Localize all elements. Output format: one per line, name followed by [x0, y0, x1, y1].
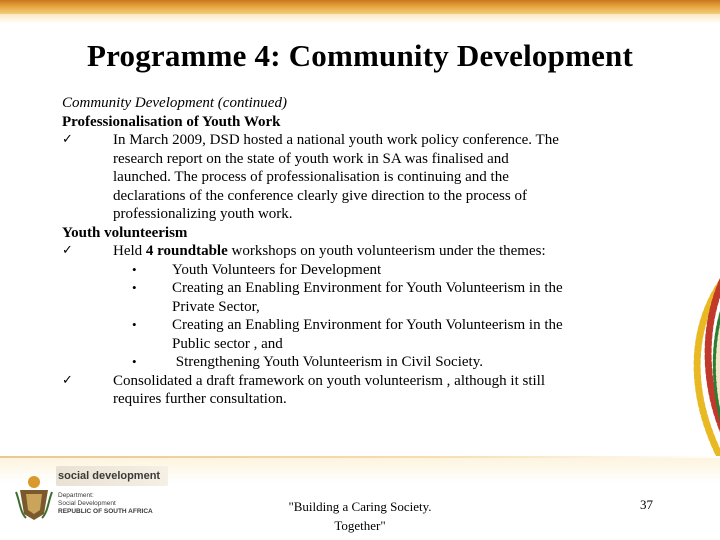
item-text-suffix: workshops on youth volunteerism under the themes:: [227, 243, 546, 259]
checkmark-icon: ✓: [62, 372, 73, 388]
coat-of-arms-icon: [14, 472, 54, 522]
logo-line: Social Development: [58, 500, 116, 507]
subheading-professionalisation: Professionalisation of Youth Work: [62, 113, 281, 130]
theme-text-line: Youth Volunteers for Development: [172, 261, 382, 278]
checklist-item-framework: [62, 372, 662, 409]
logo-title: social development: [58, 470, 161, 482]
checkmark-icon: ✓: [62, 132, 73, 147]
theme-item: [62, 316, 662, 353]
theme-text-line: Public sector , and: [172, 335, 283, 352]
item-text-prefix: Held: [113, 243, 146, 259]
checklist-item-roundtables: [62, 242, 662, 261]
item-text-line: launched. The process of professionalisation is continuing and the: [113, 169, 509, 185]
bullet-icon: •: [132, 317, 137, 332]
checklist-item-conference: [62, 131, 662, 224]
theme-text-line: Private Sector,: [172, 298, 260, 315]
theme-text-line: Creating an Enabling Environment for Youth Volunteerism in the: [172, 280, 563, 296]
item-text-line: [113, 242, 662, 261]
slide-content: [62, 94, 662, 409]
item-text-line: research report on the state of youth work in SA was finalised and: [113, 150, 509, 167]
item-text-line: professionalizing youth work.: [113, 206, 293, 222]
logo-line: Department:: [58, 492, 94, 499]
item-text-line: requires further consultation.: [113, 391, 287, 407]
theme-text-line: Creating an Enabling Environment for Youth Volunteerism in the: [172, 317, 563, 333]
department-logo: [10, 466, 160, 526]
subheading-youth-volunteerism: Youth volunteerism: [62, 224, 188, 241]
item-text-bold: 4 roundtable: [145, 243, 228, 259]
slogan-line: "Building a Caring Society.: [288, 499, 432, 514]
item-text-line: In March 2009, DSD hosted a national youth work policy conference. The: [113, 132, 559, 148]
theme-item: [62, 261, 662, 280]
theme-item: [62, 353, 662, 372]
theme-item: [62, 279, 662, 316]
slogan-line: Together": [334, 518, 386, 533]
top-decor-band: [0, 0, 720, 14]
slide-title: Programme 4: Community Development: [86, 38, 634, 73]
bullet-icon: •: [132, 354, 137, 369]
checkmark-icon: ✓: [62, 243, 73, 258]
bullet-icon: •: [132, 261, 137, 277]
top-decor-fade: [0, 14, 720, 24]
footer-slogan: [270, 497, 450, 535]
logo-subtitle: [58, 492, 153, 516]
section-heading: Community Development (continued): [62, 95, 287, 111]
item-text-line: Consolidated a draft framework on youth volunteerism , although it still: [113, 372, 546, 389]
page-number: 37: [640, 497, 653, 512]
bullet-icon: •: [132, 280, 137, 295]
logo-line: REPUBLIC OF SOUTH AFRICA: [58, 508, 153, 515]
item-text-line: declarations of the conference clearly give direction to the process of: [113, 187, 527, 204]
theme-text-line: Strengthening Youth Volunteerism in Civil Society.: [172, 354, 483, 370]
